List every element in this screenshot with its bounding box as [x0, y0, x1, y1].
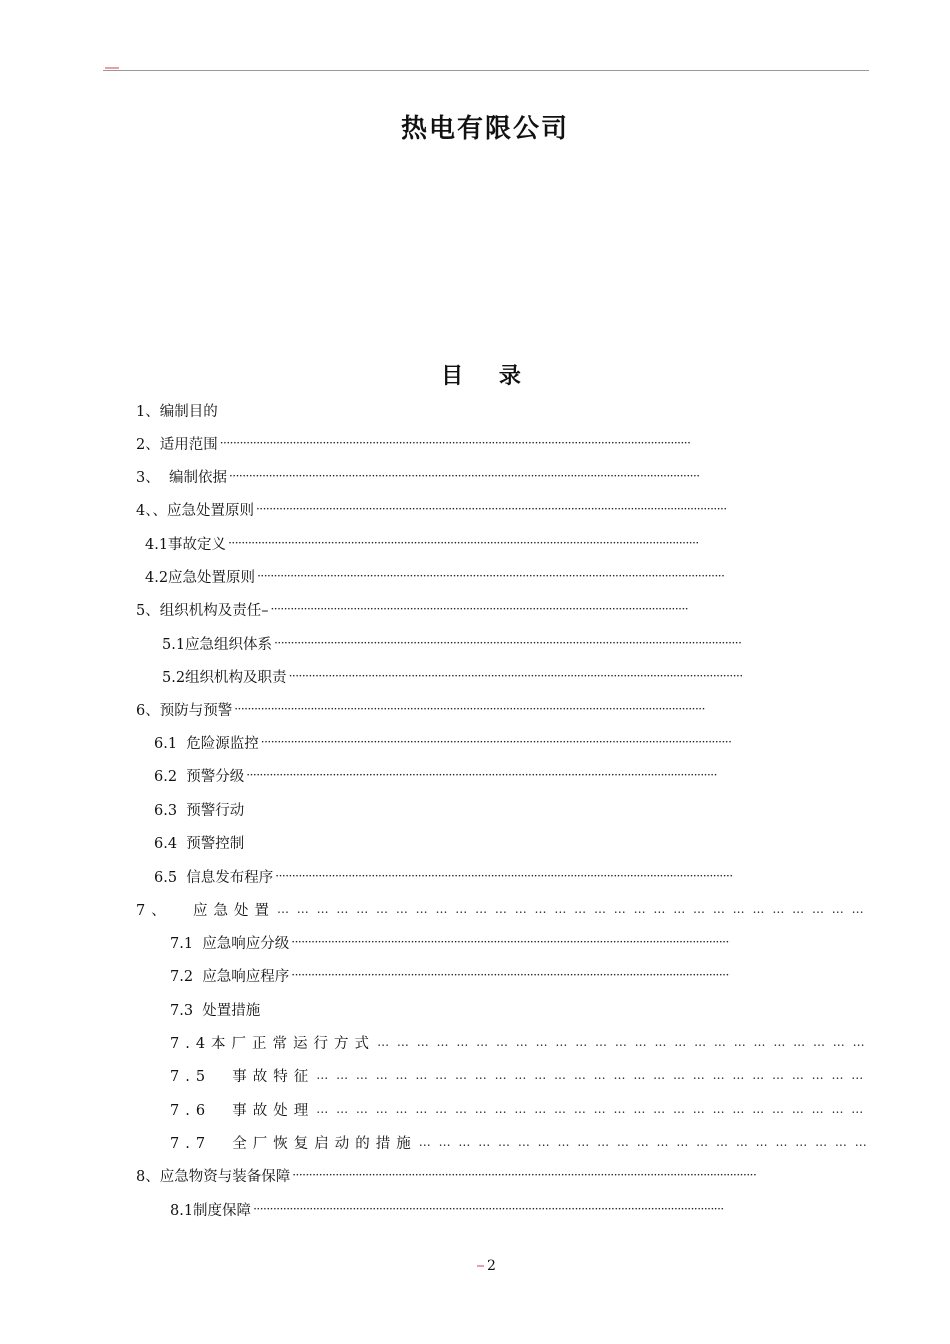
- leader-dots: [261, 735, 732, 749]
- toc-entry-label: 7.2 应急响应程序: [170, 968, 290, 985]
- toc-entry[interactable]: [136, 898, 866, 920]
- toc-entry[interactable]: [170, 1198, 742, 1220]
- toc-entry[interactable]: [145, 565, 725, 587]
- toc-entry-label: 8.1制度保障: [170, 1202, 252, 1219]
- toc-entry-label: 4.2应急处置原则: [145, 569, 256, 586]
- toc-entry[interactable]: [170, 1131, 866, 1153]
- leader-dots: [220, 436, 714, 450]
- toc-entry-label: 4.1事故定义: [145, 536, 227, 553]
- toc-entry[interactable]: [154, 731, 732, 753]
- toc-entry[interactable]: [162, 632, 742, 654]
- leader-dots: [275, 869, 732, 883]
- toc-entry-label: 6.2 预警分级: [154, 768, 245, 785]
- toc-entry[interactable]: [136, 698, 732, 720]
- toc-entry-label: 6、预防与预警: [136, 702, 233, 719]
- toc-entry-label: 7.5 事故特征: [170, 1068, 315, 1085]
- leader-dots: [257, 569, 725, 583]
- toc-entry-label: 4、、应急处置原则: [136, 502, 254, 519]
- toc-entry[interactable]: [170, 1031, 866, 1053]
- leader-dots: [419, 1135, 866, 1149]
- leader-dots: [292, 1168, 756, 1182]
- toc-entry-label: 7.6 事故处理: [170, 1102, 315, 1119]
- leader-dots: [316, 1102, 866, 1116]
- toc-entry[interactable]: [136, 1164, 756, 1186]
- toc-entry[interactable]: [154, 831, 354, 853]
- leader-dots: [289, 669, 742, 683]
- toc-entry-label: 5、组织机构及责任–: [136, 602, 269, 619]
- leader-dots: [277, 902, 866, 916]
- toc-entry-label: 6.5 信息发布程序: [154, 869, 274, 886]
- toc-entry[interactable]: [136, 598, 689, 620]
- company-name: 热电有限公司: [400, 114, 569, 144]
- toc-entry[interactable]: [154, 865, 732, 887]
- toc-entry-label: 7.7 全厂恢复启动的措施: [170, 1135, 417, 1152]
- toc-entry[interactable]: [154, 764, 732, 786]
- toc-entry[interactable]: [136, 399, 236, 421]
- leader-dots: [234, 702, 732, 716]
- leader-dots: [377, 1035, 866, 1049]
- leader-dots: [228, 536, 709, 550]
- toc-entry-label: 8、应急物资与装备保障: [136, 1168, 291, 1185]
- toc-entry-label: 7、 应急处置: [136, 902, 275, 919]
- leader-dots: [270, 602, 689, 616]
- page-number: [0, 1258, 950, 1274]
- toc-entry[interactable]: [136, 465, 756, 487]
- toc-entry-label: 1、编制目的: [136, 403, 218, 420]
- leader-dots: [246, 768, 732, 782]
- toc-entry[interactable]: [170, 998, 370, 1020]
- toc-entry-label: 7.4本厂正常运行方式: [170, 1035, 376, 1052]
- toc-entry[interactable]: [162, 665, 742, 687]
- toc-entry[interactable]: [170, 1098, 866, 1120]
- page-number-value: 2: [487, 1258, 496, 1274]
- toc-entry-label: 2、适用范围: [136, 436, 218, 453]
- toc-entry-label: 5.2组织机构及职责: [162, 669, 287, 686]
- leader-dots: [253, 1202, 742, 1216]
- toc-entry[interactable]: [170, 1064, 866, 1086]
- toc-entry[interactable]: [136, 432, 714, 454]
- toc-entry-label: 6.3 预警行动: [154, 802, 245, 819]
- leader-dots: [316, 1068, 866, 1082]
- toc-entry[interactable]: [145, 532, 709, 554]
- toc-entry-label: 3、 编制依据: [136, 469, 227, 486]
- leader-dots: [291, 935, 730, 949]
- toc-title: 目 录: [441, 364, 535, 389]
- leader-dots: [256, 502, 764, 516]
- toc-entry[interactable]: [154, 798, 354, 820]
- page-number-mark: [477, 1265, 484, 1267]
- leader-dots: [291, 968, 730, 982]
- toc-entry[interactable]: [170, 931, 730, 953]
- leader-dots: [229, 469, 756, 483]
- toc-entry-label: 6.1 危险源监控: [154, 735, 259, 752]
- leader-dots: [274, 636, 742, 650]
- toc-entry-label: 5.1应急组织体系: [162, 636, 273, 653]
- toc-entry[interactable]: [136, 498, 764, 520]
- toc-entry[interactable]: [170, 964, 730, 986]
- toc-entry-label: 7.1 应急响应分级: [170, 935, 290, 952]
- toc-entry-label: 6.4 预警控制: [154, 835, 245, 852]
- toc-entry-label: 7.3 处置措施: [170, 1002, 261, 1019]
